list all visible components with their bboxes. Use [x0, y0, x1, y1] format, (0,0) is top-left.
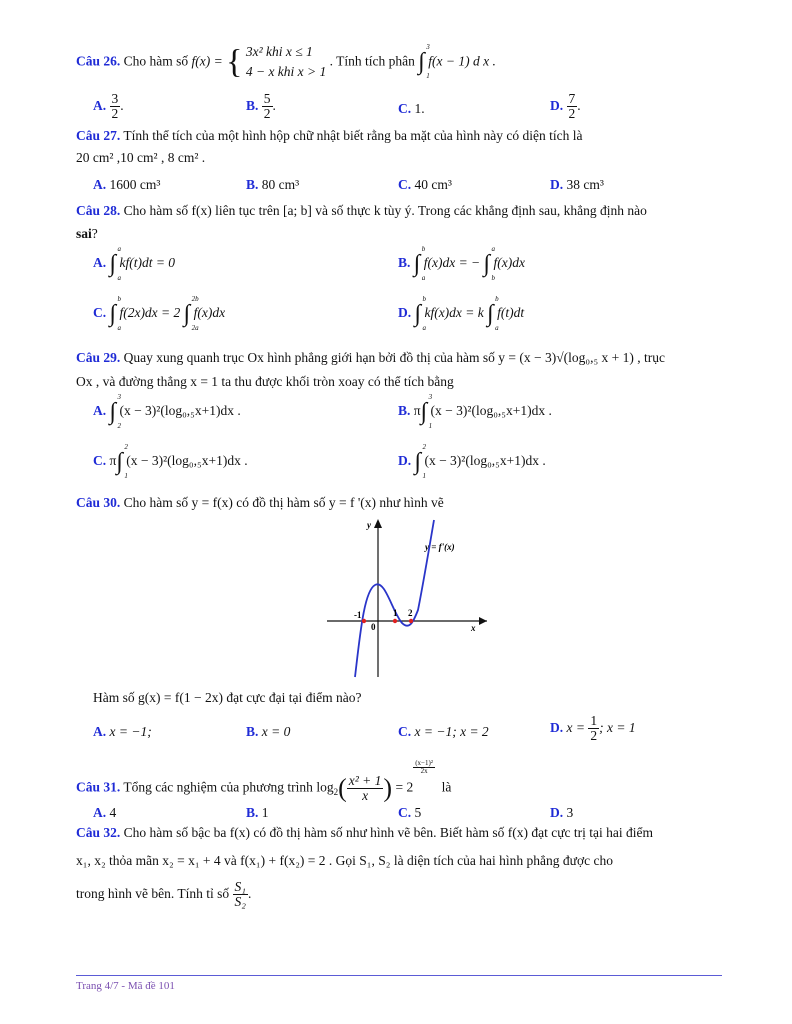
- option-text: x = −1; x = 2: [414, 724, 489, 739]
- upper-limit: b: [117, 295, 121, 303]
- question-32: [76, 825, 653, 841]
- question-31: [76, 760, 451, 803]
- option-a[interactable]: [93, 724, 152, 740]
- paren-open: (: [338, 773, 347, 803]
- exponent: [413, 760, 435, 776]
- option-d[interactable]: [550, 177, 604, 193]
- stem-text: Cho hàm số: [123, 53, 189, 69]
- option-letter: D.: [550, 805, 564, 820]
- log-base: 2: [333, 787, 339, 798]
- option-letter: A.: [93, 255, 107, 271]
- option-letter: A.: [93, 724, 107, 739]
- stem-line-1: Tính thể tích của một hình hộp chữ nhật biết rằng ba mặt của hình này có diện tích là: [123, 128, 583, 143]
- option-a[interactable]: [93, 393, 241, 430]
- page-footer: Trang 4/7 - Mã đề 101: [76, 980, 175, 992]
- option-text: (x − 3)²(log₀,₅x+1)dx .: [424, 453, 546, 469]
- option-b[interactable]: [246, 805, 269, 821]
- lower-limit: 1: [428, 422, 433, 430]
- fraction: [262, 92, 273, 121]
- option-text: f(x)dx = −: [423, 255, 481, 271]
- derivative-graph: [322, 515, 492, 680]
- integral-sign: ∫ 2 1: [414, 443, 426, 480]
- option-letter: A.: [93, 177, 107, 192]
- question-label: Câu 26.: [76, 53, 121, 69]
- tail: ?: [91, 226, 98, 241]
- question-30: [76, 495, 444, 511]
- tail: .: [247, 885, 252, 901]
- stem-line-3: [76, 880, 251, 909]
- question-label: Câu 27.: [76, 128, 121, 143]
- option-text-2: f(t)dt: [497, 305, 525, 321]
- option-text: x = −1;: [109, 724, 152, 739]
- tick-label-2: 2: [408, 608, 413, 618]
- fraction: [233, 880, 248, 909]
- integral-sign-2: ∫ 2b 2a: [183, 295, 199, 332]
- option-a[interactable]: [93, 805, 116, 821]
- paren-close: ): [383, 773, 393, 803]
- integral-sign-2: ∫ a b: [483, 245, 496, 282]
- lower-limit: b: [491, 274, 496, 282]
- fraction: [567, 91, 581, 122]
- question-28: [76, 203, 647, 219]
- brace-symbol: {: [226, 43, 243, 81]
- upper-limit: 3: [428, 393, 433, 401]
- option-a[interactable]: [93, 92, 124, 121]
- upper-limit: 2b: [191, 295, 199, 303]
- option-text: f(2x)dx = 2: [119, 305, 181, 321]
- fraction: [347, 774, 384, 803]
- option-c[interactable]: [93, 443, 248, 480]
- integral-sign: ∫ 3 1: [420, 393, 433, 430]
- question-26: [76, 42, 496, 83]
- integral-sign: ∫ b a: [413, 245, 426, 282]
- stem-line-1: Quay xung quanh trục Ox hình phẳng giới hạn bởi đồ thị của hàm số y = (x − 3)√(log₀,₅ x + 1) , trục: [123, 350, 665, 365]
- option-b[interactable]: [398, 393, 552, 430]
- option-text: (x − 3)²(log₀,₅x+1)dx .: [119, 403, 241, 419]
- upper-limit: b: [421, 245, 426, 253]
- case-1: 3x² khi x ≤ 1: [245, 44, 313, 59]
- option-letter: D.: [398, 453, 412, 469]
- integral-sign: ∫ b a: [109, 295, 121, 332]
- option-letter: C.: [93, 453, 107, 469]
- denominator: x: [362, 787, 369, 803]
- upper-limit: 2: [124, 443, 128, 451]
- option-b[interactable]: [246, 92, 276, 121]
- lower-limit: a: [117, 274, 121, 282]
- denominator: S₂: [234, 894, 246, 910]
- numerator: 3: [111, 91, 119, 106]
- piecewise: [226, 42, 326, 83]
- option-letter: D.: [550, 719, 564, 735]
- option-letter: C.: [398, 805, 412, 820]
- question-label: Câu 30.: [76, 495, 121, 510]
- option-text-2: f(x)dx: [193, 305, 226, 321]
- y-axis-arrow: [374, 519, 382, 528]
- option-letter: D.: [550, 177, 564, 192]
- log-symbol: log: [316, 779, 334, 795]
- lower-limit: a: [421, 274, 426, 282]
- stem-line-1: Cho hàm số f(x) liên tục trên [a; b] và số thực k tùy ý. Trong các khẳng định sau, khẳng định nào: [123, 203, 647, 218]
- question-27: [76, 128, 722, 144]
- tail: .: [272, 97, 276, 113]
- lower-limit: 1: [426, 72, 430, 81]
- stem-line-2: [76, 226, 98, 242]
- lower-limit: 1: [422, 472, 426, 480]
- stem-text: Tổng các nghiệm của phương trình: [123, 779, 313, 795]
- rhs: = 2: [395, 779, 414, 795]
- option-letter: B.: [246, 724, 259, 739]
- upper-limit: 3: [426, 43, 430, 52]
- upper-limit: b: [422, 295, 426, 303]
- y-axis-label: y: [367, 520, 371, 530]
- function-name: f(x) =: [191, 53, 223, 69]
- option-c[interactable]: [398, 177, 452, 193]
- footer-divider: [76, 975, 722, 976]
- curve-label: y = f'(x): [425, 542, 455, 552]
- option-a[interactable]: [93, 245, 176, 282]
- tail: .: [577, 97, 581, 113]
- option-text: 40 cm³: [414, 177, 452, 192]
- tail: .: [120, 97, 124, 113]
- option-letter: C.: [398, 724, 412, 739]
- stem-line-1: Cho hàm số bậc ba f(x) có đồ thị hàm số như hình vẽ bên. Biết hàm số f(x) đạt cực trị tại hai điểm: [123, 825, 654, 840]
- numerator: 7: [568, 91, 576, 106]
- integral-sign: ∫ b a: [414, 295, 426, 332]
- tail: là: [441, 779, 452, 795]
- option-letter: C.: [398, 101, 412, 116]
- numerator: S₁: [234, 879, 246, 894]
- prefix: π: [413, 403, 421, 419]
- integral-sign: ∫ 2 1: [116, 443, 128, 480]
- option-text: 3: [566, 805, 574, 820]
- question-label: Câu 28.: [76, 203, 121, 218]
- integral-sign: ∫ 3 2: [109, 393, 121, 430]
- option-letter: B.: [398, 403, 411, 419]
- option-letter: A.: [93, 805, 107, 820]
- x-axis-label: x: [471, 623, 476, 633]
- option-text: kf(t)dt = 0: [119, 255, 176, 271]
- root-marker: [409, 619, 413, 623]
- option-c[interactable]: [398, 101, 425, 117]
- stem-text: Cho hàm số y = f(x) có đồ thị hàm số y = f '(x) như hình vẽ: [123, 495, 444, 510]
- option-c[interactable]: [93, 295, 226, 332]
- prefix: π: [109, 453, 117, 469]
- option-text: x = 0: [261, 724, 291, 739]
- option-b[interactable]: [246, 724, 290, 740]
- exp-numerator: (x−1)²: [415, 759, 433, 767]
- lower-limit: 2: [117, 422, 121, 430]
- exp-denominator: 2x: [420, 767, 428, 776]
- upper-limit: a: [491, 245, 496, 253]
- option-d[interactable]: [398, 443, 546, 480]
- stem-line-2: 20 cm² ,10 cm² , 8 cm² .: [76, 150, 206, 165]
- numerator: 5: [263, 91, 271, 106]
- question-label: Câu 29.: [76, 350, 121, 365]
- option-text: 80 cm³: [261, 177, 300, 192]
- sub-question: Hàm số g(x) = f(1 − 2x) đạt cực đại tại điểm nào?: [93, 690, 362, 705]
- integral-sign: ∫ a a: [109, 245, 121, 282]
- x-axis-arrow: [479, 617, 487, 625]
- option-text: 1600 cm³: [109, 177, 161, 192]
- fraction: [588, 714, 599, 743]
- option-text: 38 cm³: [566, 177, 604, 192]
- denominator: 2: [568, 106, 576, 122]
- numerator: x² + 1: [348, 772, 382, 788]
- option-d[interactable]: [550, 714, 636, 743]
- option-letter: B.: [246, 177, 259, 192]
- tick-label-0: 0: [371, 622, 376, 632]
- integral-sign: ∫ 3 1: [418, 43, 430, 81]
- option-text: 1.: [414, 101, 425, 116]
- denominator: 2: [590, 728, 598, 744]
- lower-limit: a: [422, 324, 426, 332]
- option-text: 1: [261, 805, 269, 820]
- option-text: (x − 3)²(log₀,₅x+1)dx .: [126, 453, 248, 469]
- upper-limit: 3: [117, 393, 121, 401]
- upper-limit: a: [117, 245, 121, 253]
- option-c[interactable]: [398, 805, 421, 821]
- option-text-2: f(x)dx: [493, 255, 525, 271]
- option-c[interactable]: [398, 724, 489, 740]
- option-text: kf(x)dx = k: [424, 305, 484, 321]
- lower-limit: 2a: [191, 324, 199, 332]
- option-d[interactable]: [398, 295, 525, 332]
- case-2: 4 − x khi x > 1: [245, 64, 327, 80]
- stem-line-2: x₁, x₂ thỏa mãn x₂ = x₁ + 4 và f(x₁) + f(x₂) = 2 . Gọi S₁, S₂ là diện tích của hai hình phẳng được cho: [76, 853, 613, 868]
- question-label: Câu 31.: [76, 779, 121, 795]
- option-a[interactable]: [93, 177, 160, 193]
- lower-limit: 1: [124, 472, 128, 480]
- option-b[interactable]: [246, 177, 299, 193]
- option-text: x =: [566, 719, 585, 735]
- upper-limit: 2: [422, 443, 426, 451]
- option-text: 4: [109, 805, 117, 820]
- numerator: 1: [590, 713, 598, 728]
- emphasis: sai: [76, 226, 92, 241]
- lower-limit: a: [495, 324, 499, 332]
- option-text: 5: [414, 805, 422, 820]
- denominator: 2: [263, 106, 271, 122]
- derivative-curve: [355, 520, 434, 677]
- root-marker: [393, 619, 397, 623]
- stem-text-b: . Tính tích phân: [329, 53, 415, 69]
- stem-line-2: Ox , và đường thẳng x = 1 ta thu được khối tròn xoay có thể tích bằng: [76, 374, 454, 389]
- option-letter: B.: [398, 255, 411, 271]
- lower-limit: a: [117, 324, 121, 332]
- option-letter: D.: [398, 305, 412, 321]
- option-d[interactable]: [550, 92, 581, 121]
- denominator: 2: [111, 106, 119, 122]
- tick-label-1: 1: [393, 608, 398, 618]
- question-29: [76, 350, 665, 366]
- option-text: (x − 3)²(log₀,₅x+1)dx .: [430, 403, 552, 419]
- integral-sign-2: ∫ b a: [487, 295, 499, 332]
- option-letter: C.: [93, 305, 107, 321]
- integrand: f(x − 1) d x .: [428, 53, 496, 69]
- upper-limit: b: [495, 295, 499, 303]
- fraction: [110, 91, 124, 122]
- option-letter: D.: [550, 97, 564, 113]
- option-letter: A.: [93, 403, 107, 419]
- option-letter: A.: [93, 97, 107, 113]
- option-letter: B.: [246, 97, 259, 113]
- stem-text: trong hình vẽ bên. Tính tỉ số: [76, 885, 230, 901]
- option-letter: C.: [398, 177, 412, 192]
- root-marker: [362, 619, 366, 623]
- option-text-tail: ; x = 1: [599, 719, 636, 735]
- question-label: Câu 32.: [76, 825, 121, 840]
- option-letter: B.: [246, 805, 259, 820]
- tick-label-neg1: -1: [354, 610, 362, 620]
- option-b[interactable]: [398, 245, 525, 282]
- option-d[interactable]: [550, 805, 573, 821]
